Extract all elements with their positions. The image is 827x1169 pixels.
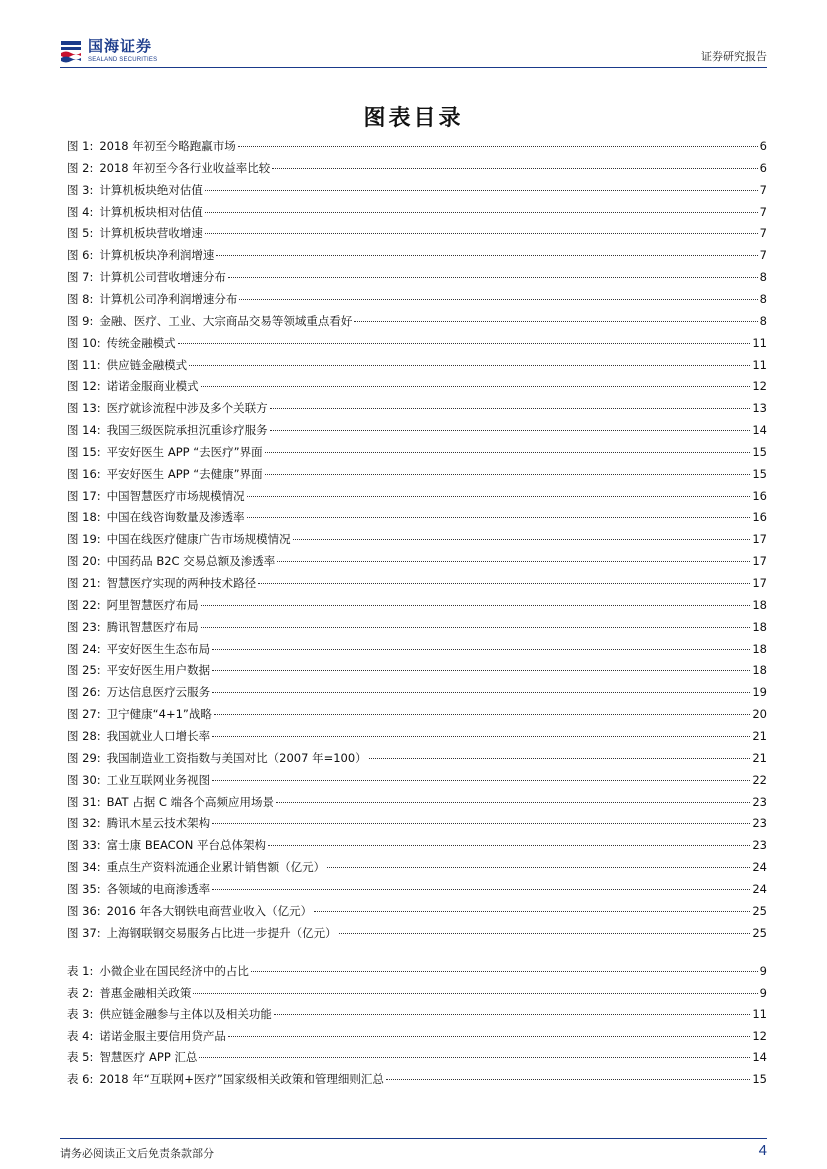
- toc-leader-dots: [228, 1036, 751, 1037]
- toc-entry-title: 中国在线咨询数量及渗透率: [106, 510, 245, 525]
- toc-leader-dots: [258, 583, 750, 584]
- toc-entry-label: 图 1:: [67, 139, 94, 153]
- toc-entry[interactable]: [67, 750, 767, 768]
- toc-entry-page: 9: [759, 985, 767, 1000]
- toc-entry[interactable]: [67, 619, 767, 637]
- toc-leader-dots: [201, 627, 751, 628]
- toc-entry-label: 图 7:: [67, 270, 94, 285]
- toc-leader-dots: [339, 933, 751, 934]
- toc-entry-page: 23: [752, 816, 767, 831]
- toc-entry[interactable]: [67, 1049, 767, 1067]
- toc-entry-label: 表 2:: [67, 985, 94, 1000]
- toc-entry[interactable]: [67, 815, 767, 833]
- header-divider: [60, 67, 767, 68]
- toc-entry-title: 腾讯木星云技术架构: [106, 816, 211, 831]
- toc-entry-title: 计算机公司净利润增速分布: [99, 291, 238, 306]
- toc-leader-dots: [268, 845, 750, 846]
- toc-entry[interactable]: [67, 837, 767, 855]
- toc-entry-page: 18: [752, 619, 767, 634]
- toc-entry-label: 图 35:: [67, 881, 101, 896]
- toc-entry-label: 图 4:: [67, 204, 94, 219]
- toc-entry-label: 图 12:: [67, 379, 101, 394]
- toc-entry-label: 图 5:: [67, 226, 94, 241]
- toc-leader-dots: [251, 971, 758, 972]
- toc-entry[interactable]: [67, 641, 767, 659]
- toc-entry-label: 表 3:: [67, 1007, 94, 1022]
- toc-entry[interactable]: [67, 291, 767, 309]
- toc-entry[interactable]: [67, 728, 767, 746]
- toc-entry[interactable]: [67, 531, 767, 549]
- footer-divider: [60, 1138, 767, 1139]
- page-title: 图表目录: [363, 105, 464, 131]
- toc-entry-page: 15: [752, 444, 767, 459]
- toc-leader-dots: [386, 1079, 751, 1080]
- toc-entry-page: 16: [752, 488, 767, 503]
- report-type-label: 证券研究报告: [701, 50, 767, 63]
- toc-entry-title: 平安好医生生态布局: [106, 641, 211, 656]
- toc-entry-page: 25: [752, 925, 767, 940]
- toc-leader-dots: [274, 1014, 751, 1015]
- toc-entry-page: 20: [752, 707, 767, 722]
- toc-entry-page: 15: [752, 466, 767, 481]
- toc-entry-label: 图 34:: [67, 860, 101, 875]
- toc-entry[interactable]: [67, 684, 767, 702]
- toc-entry-page: 12: [752, 379, 767, 394]
- toc-entry-title: 阿里智慧医疗布局: [106, 597, 199, 612]
- toc-entry[interactable]: [67, 1071, 767, 1089]
- toc-leader-dots: [193, 993, 757, 994]
- toc-entry-label: 图 13:: [67, 401, 101, 416]
- toc-entry-title: 平安好医生用户数据: [106, 663, 211, 678]
- toc-leader-dots: [247, 517, 751, 518]
- toc-entry-title: 供应链金融模式: [106, 357, 188, 372]
- toc-entry-title: 小微企业在国民经济中的占比: [99, 964, 249, 978]
- toc-entry-page: 17: [752, 576, 767, 590]
- toc-leader-dots: [205, 190, 758, 191]
- toc-entry-title: 工业互联网业务视图: [106, 772, 211, 787]
- toc-entry-page: 6: [759, 160, 767, 175]
- toc-entry-label: 图 33:: [67, 838, 101, 853]
- toc-entry-label: 图 31:: [67, 794, 101, 809]
- toc-entry-label: 图 32:: [67, 816, 101, 831]
- toc-entry[interactable]: [67, 903, 767, 921]
- toc-leader-dots: [369, 758, 751, 759]
- toc-leader-dots: [327, 867, 750, 868]
- toc-entry-title: BAT 占据 C 端各个高频应用场景: [106, 794, 275, 809]
- toc-entry-page: 14: [752, 1050, 767, 1065]
- toc-entry[interactable]: [67, 553, 767, 571]
- toc-leader-dots: [276, 802, 750, 803]
- toc-entry[interactable]: [67, 269, 767, 287]
- toc-entry[interactable]: [67, 357, 767, 375]
- toc-entry-page: 15: [752, 1072, 767, 1086]
- toc-entry[interactable]: [67, 400, 767, 418]
- toc-entry[interactable]: [67, 488, 767, 506]
- toc-entry-page: 8: [759, 291, 767, 306]
- toc-entry[interactable]: [67, 422, 767, 440]
- toc-entry-label: 图 21:: [67, 576, 101, 590]
- toc-leader-dots: [212, 736, 750, 737]
- toc-entry-title: 2018 年初至今略跑赢市场: [99, 139, 236, 153]
- toc-leader-dots: [228, 277, 758, 278]
- toc-entry-title: 普惠金融相关政策: [99, 985, 192, 1000]
- toc-entry-page: 22: [752, 772, 767, 787]
- toc-entry-title: 金融、医疗、工业、大宗商品交易等领域重点看好: [99, 313, 353, 328]
- toc-leader-dots: [189, 365, 750, 366]
- toc-entry-label: 表 4:: [67, 1028, 94, 1043]
- toc-entry-label: 图 19:: [67, 532, 101, 547]
- toc-entry-label: 图 15:: [67, 444, 101, 459]
- toc-entry-title: 中国药品 B2C 交易总额及渗透率: [106, 554, 276, 569]
- toc-entry[interactable]: [67, 247, 767, 265]
- toc-entry-page: 7: [759, 226, 767, 241]
- toc-entry-label: 图 26:: [67, 685, 101, 700]
- toc-leader-dots: [212, 692, 750, 693]
- page-number: 4: [758, 1142, 767, 1159]
- toc-entry-page: 18: [752, 641, 767, 656]
- toc-leader-dots: [272, 168, 757, 169]
- logo-english-name: SEALAND SECURITIES: [88, 57, 158, 63]
- toc-entry-label: 表 6:: [67, 1072, 94, 1086]
- toc-entry-label: 图 20:: [67, 554, 101, 569]
- toc-entry-page: 21: [752, 728, 767, 743]
- toc-entry[interactable]: [67, 313, 767, 331]
- toc-entry-title: 诺诺金服主要信用贷产品: [99, 1028, 226, 1043]
- toc-entry[interactable]: [67, 859, 767, 877]
- toc-entry-title: 2018 年“互联网+医疗”国家级相关政策和管理细则汇总: [99, 1072, 384, 1086]
- toc-entry-label: 图 11:: [67, 357, 101, 372]
- toc-leader-dots: [216, 255, 757, 256]
- toc-entry-title: 我国制造业工资指数与美国对比（2007 年=100）: [106, 750, 367, 765]
- toc-entry-title: 传统金融模式: [106, 335, 176, 350]
- disclaimer-note: 请务必阅读正文后免责条款部分: [60, 1147, 214, 1160]
- toc-leader-dots: [293, 539, 751, 540]
- toc-entry-label: 图 22:: [67, 597, 101, 612]
- toc-entry-title: 我国三级医院承担沉重诊疗服务: [106, 423, 268, 438]
- toc-entry-title: 各领域的电商渗透率: [106, 881, 211, 896]
- toc-entry-label: 图 36:: [67, 903, 101, 918]
- toc-leader-dots: [205, 212, 758, 213]
- toc-entry-page: 18: [752, 663, 767, 678]
- toc-entry-title: 计算机板块营收增速: [99, 226, 203, 241]
- toc-entry-label: 图 10:: [67, 335, 101, 350]
- toc-leader-dots: [238, 146, 758, 147]
- toc-entry-label: 图 30:: [67, 772, 101, 787]
- toc-entry-label: 图 23:: [67, 619, 101, 634]
- toc-entry[interactable]: [67, 1028, 767, 1046]
- toc-entry-title: 供应链金融参与主体以及相关功能: [99, 1007, 272, 1022]
- toc-entry-page: 7: [759, 248, 767, 263]
- toc-entry[interactable]: [67, 225, 767, 243]
- toc-entry-title: 平安好医生 APP “去医疗”界面: [106, 444, 263, 459]
- toc-entry[interactable]: [67, 706, 767, 724]
- toc-entry-title: 我国就业人口增长率: [106, 728, 211, 743]
- toc-entry-title: 计算机板块相对估值: [99, 204, 203, 219]
- toc-leader-dots: [214, 714, 751, 715]
- toc-entry[interactable]: [67, 444, 767, 462]
- toc-entry[interactable]: [67, 466, 767, 484]
- toc-leader-dots: [205, 233, 758, 234]
- toc-entry-label: 图 6:: [67, 248, 94, 263]
- toc-leader-dots: [178, 343, 751, 344]
- toc-entry-page: 24: [752, 881, 767, 896]
- toc-entry-label: 图 14:: [67, 423, 101, 438]
- toc-entry[interactable]: [67, 1006, 767, 1024]
- toc-entry-title: 医疗就诊流程中涉及多个关联方: [106, 401, 268, 416]
- toc-leader-dots: [212, 823, 750, 824]
- toc-entry-title: 万达信息医疗云服务: [106, 685, 211, 700]
- brand-logo: [60, 36, 157, 66]
- toc-entry-label: 图 28:: [67, 728, 101, 743]
- toc-entry-title: 平安好医生 APP “去健康”界面: [106, 466, 263, 481]
- toc-entry-page: 16: [752, 510, 767, 525]
- toc-leader-dots: [199, 1057, 750, 1058]
- toc-entry-title: 智慧医疗实现的两种技术路径: [106, 576, 257, 590]
- toc-leader-dots: [212, 889, 750, 890]
- toc-entry-title: 富士康 BEACON 平台总体架构: [106, 838, 266, 853]
- toc-entry-page: 13: [752, 401, 767, 416]
- toc-leader-dots: [201, 386, 751, 387]
- toc-entry-label: 图 16:: [67, 466, 101, 481]
- toc-leader-dots: [354, 321, 757, 322]
- toc-entry[interactable]: [67, 597, 767, 615]
- toc-entry-label: 图 29:: [67, 750, 101, 765]
- toc-entry[interactable]: [67, 204, 767, 222]
- toc-entry-label: 表 5:: [67, 1050, 94, 1065]
- toc-entry-label: 图 27:: [67, 707, 101, 722]
- toc-entry-page: 8: [759, 270, 767, 285]
- toc-entry-title: 中国在线医疗健康广告市场规模情况: [106, 532, 291, 547]
- toc-leader-dots: [314, 911, 750, 912]
- toc-entry-label: 图 25:: [67, 663, 101, 678]
- toc-entry-page: 23: [752, 838, 767, 853]
- toc-entry[interactable]: [67, 925, 767, 943]
- toc-leader-dots: [212, 649, 750, 650]
- toc-entry[interactable]: [67, 335, 767, 353]
- toc-entry-label: 图 24:: [67, 641, 101, 656]
- toc-leader-dots: [201, 605, 751, 606]
- toc-leader-dots: [265, 452, 751, 453]
- toc-entry-title: 重点生产资料流通企业累计销售额（亿元）: [106, 860, 326, 875]
- logo-chinese-name: 国海证券: [88, 37, 153, 55]
- toc-entry[interactable]: [67, 182, 767, 200]
- toc-entry-page: 14: [752, 423, 767, 438]
- toc-entry[interactable]: [67, 509, 767, 527]
- toc-entry-page: 25: [752, 903, 767, 918]
- toc-entry-page: 8: [759, 313, 767, 328]
- toc-entry-label: 图 18:: [67, 510, 101, 525]
- toc-entry[interactable]: [67, 575, 767, 593]
- toc-entry-label: 图 2:: [67, 160, 94, 175]
- toc-leader-dots: [270, 408, 751, 409]
- toc-leader-dots: [212, 670, 750, 671]
- toc-entry-page: 9: [759, 964, 767, 978]
- toc-entry-label: 图 9:: [67, 313, 94, 328]
- toc-leader-dots: [270, 430, 751, 431]
- toc-entry-title: 上海钢联钢交易服务占比进一步提升（亿元）: [106, 925, 337, 940]
- toc-entry-page: 19: [752, 685, 767, 700]
- toc-entry-label: 图 3:: [67, 182, 94, 197]
- toc-entry-title: 诺诺金服商业模式: [106, 379, 199, 394]
- toc-entry-page: 12: [752, 1028, 767, 1043]
- toc-leader-dots: [239, 299, 757, 300]
- toc-entry-page: 6: [759, 139, 767, 153]
- toc-entry[interactable]: [67, 881, 767, 899]
- toc-entry-page: 7: [759, 182, 767, 197]
- toc-entry[interactable]: [67, 794, 767, 812]
- toc-entry[interactable]: [67, 772, 767, 790]
- toc-entry[interactable]: [67, 963, 767, 981]
- toc-entry-title: 腾讯智慧医疗布局: [106, 619, 199, 634]
- toc-entry[interactable]: [67, 985, 767, 1003]
- toc-entry[interactable]: [67, 138, 767, 156]
- toc-entry-title: 卫宁健康“4+1”战略: [106, 707, 212, 722]
- toc-entry-page: 17: [752, 532, 767, 547]
- toc-entry-title: 计算机板块绝对估值: [99, 182, 203, 197]
- toc-entry-label: 表 1:: [67, 964, 94, 978]
- toc-entry-page: 18: [752, 597, 767, 612]
- toc-entry-title: 计算机板块净利润增速: [99, 248, 215, 263]
- toc-leader-dots: [265, 474, 751, 475]
- toc-entry-page: 24: [752, 860, 767, 875]
- toc-entry-page: 11: [752, 357, 767, 372]
- toc-leader-dots: [212, 780, 750, 781]
- toc-entry[interactable]: [67, 378, 767, 396]
- toc-entry-page: 17: [752, 554, 767, 569]
- toc-entry-page: 21: [752, 750, 767, 765]
- toc-entry-label: 图 17:: [67, 488, 101, 503]
- toc-entry-title: 2016 年各大钢铁电商营业收入（亿元）: [106, 903, 313, 918]
- toc-entry-title: 计算机公司营收增速分布: [99, 270, 226, 285]
- toc-entry-page: 11: [752, 335, 767, 350]
- toc-entry-title: 中国智慧医疗市场规模情况: [106, 488, 245, 503]
- toc-entry-page: 23: [752, 794, 767, 809]
- toc-entry[interactable]: [67, 160, 767, 178]
- toc-entry-title: 2018 年初至今各行业收益率比较: [99, 160, 271, 175]
- toc-entry-title: 智慧医疗 APP 汇总: [99, 1050, 198, 1065]
- toc-entry-label: 图 37:: [67, 925, 101, 940]
- toc-entry-label: 图 8:: [67, 291, 94, 306]
- page-header: [60, 36, 767, 66]
- toc-leader-dots: [277, 561, 750, 562]
- toc-entry-page: 11: [752, 1007, 767, 1022]
- toc-entry-page: 7: [759, 204, 767, 219]
- sealand-logo-icon: [60, 39, 82, 63]
- toc-leader-dots: [247, 496, 751, 497]
- toc-entry[interactable]: [67, 662, 767, 680]
